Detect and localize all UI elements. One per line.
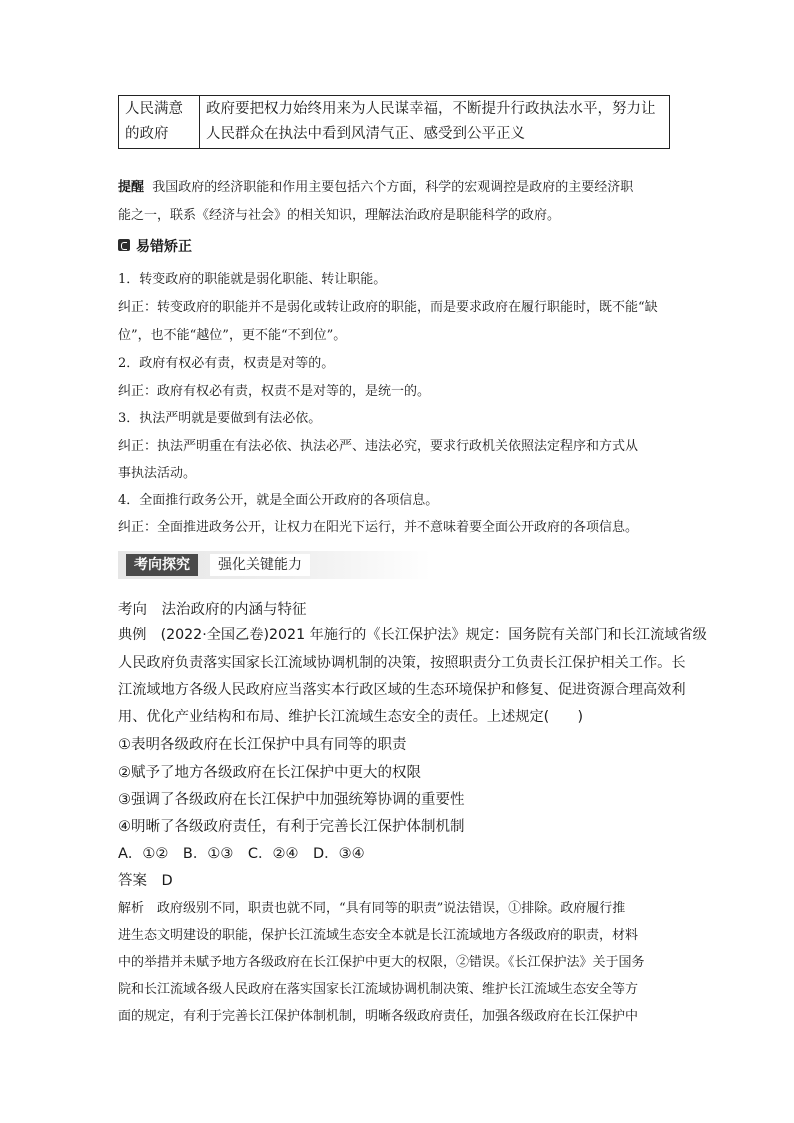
banner-main-label: 考向探究	[126, 554, 198, 576]
analysis-line: 面的规定，有利于完善长江保护体制机制，明晰各级政府责任，加强各级政府在长江保护中	[118, 1009, 639, 1024]
banner-sub-label: 强化关键能力	[210, 554, 310, 576]
analysis-line: 解析 政府级别不同，职责也就不同，“具有同等的职责”说法错误，①排除。政府履行推	[118, 901, 626, 916]
function-table	[118, 95, 670, 149]
question-option: ④明晰了各级政府责任，有利于完善长江保护体制机制	[118, 819, 465, 835]
answer-choices: A．①② B．①③ C．②④ D．③④	[118, 846, 365, 862]
question-option: ①表明各级政府在长江保护中具有同等的职责	[118, 737, 407, 753]
error-line: 4．全面推行政务公开，就是全面公开政府的各项信息。	[118, 493, 439, 508]
table-row	[119, 96, 670, 149]
analysis-line: 院和长江流域各级人民政府在落实国家长江流域协调机制决策、维护长江流域生态安全等方	[118, 982, 639, 997]
question-line: 江流域地方各级人民政府应当落实本行政区域的生态环境保护和修复、促进资源合理高效利	[118, 682, 686, 698]
tip-label: 提醒	[118, 180, 145, 195]
analysis-line: 进生态文明建设的职能，保护长江流域生态安全本就是长江流域地方各级政府的职责，材料	[118, 928, 639, 943]
section-marker-icon	[118, 239, 130, 251]
error-line: 纠正：政府有权必有责，权责不是对等的，是统一的。	[118, 384, 431, 399]
error-line: 位”，也不能“越位”，更不能“不到位”。	[118, 328, 347, 343]
table-cell-content: 政府要把权力始终用来为人民谋幸福，不断提升行政执法水平，努力让人民群众在执法中看到风清气正、感受到公平正义	[200, 96, 670, 149]
tip-line-2: 能之一，联系《经济与社会》的相关知识，理解法治政府是职能科学的政府。	[118, 208, 561, 223]
error-line: 3．执法严明就是要做到有法必依。	[118, 411, 322, 426]
tip-line-1: 提醒 我国政府的经济职能和作用主要包括六个方面，科学的宏观调控是政府的主要经济职	[118, 180, 634, 195]
error-line: 2．政府有权必有责，权责是对等的。	[118, 356, 335, 371]
analysis-line: 中的举措并未赋予地方各级政府在长江保护中更大的权限，②错误。《长江保护法》关于国务	[118, 955, 645, 970]
question-direction: 考向 法治政府的内涵与特征	[118, 602, 307, 618]
table-cell-label: 人民满意的政府	[119, 96, 200, 149]
answer: 答案 D	[118, 873, 173, 889]
error-line: 纠正：全面推进政务公开，让权力在阳光下运行，并不意味着要全面公开政府的各项信息。	[118, 520, 639, 535]
section-title: 易错矫正	[136, 239, 192, 255]
error-line: 纠正：执法严明重在有法必依、执法必严、违法必究，要求行政机关依照法定程序和方式从	[118, 439, 639, 454]
error-line: 纠正：转变政府的职能并不是弱化或转让政府的职能，而是要求政府在履行职能时，既不能“缺	[118, 300, 658, 315]
error-line: 事执法活动。	[118, 466, 197, 481]
question-option: ③强调了各级政府在长江保护中加强统筹协调的重要性	[118, 792, 465, 808]
question-option: ②赋予了地方各级政府在长江保护中更大的权限	[118, 765, 421, 781]
question-line: 典例 (2022·全国乙卷)2021 年施行的《长江保护法》规定：国务院有关部门和长江流域省级	[118, 627, 707, 643]
question-line: 人民政府负责落实国家长江流域协调机制的决策，按照职责分工负责长江保护相关工作。长	[118, 655, 686, 671]
error-line: 1．转变政府的职能就是弱化职能、转让职能。	[118, 272, 387, 287]
question-line: 用、优化产业结构和布局、维护长江流域生态安全的责任。上述规定( )	[118, 709, 584, 725]
